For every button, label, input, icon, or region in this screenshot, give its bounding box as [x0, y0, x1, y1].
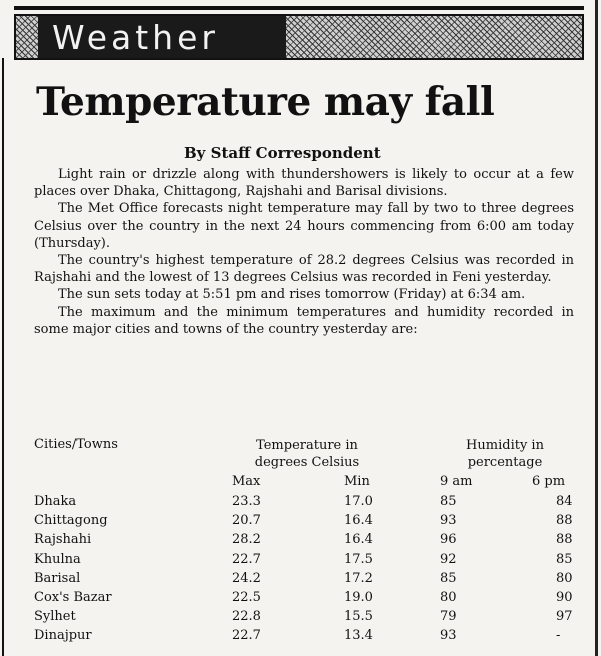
header-temperature-line1: Temperature in [256, 438, 358, 453]
article-body [34, 166, 574, 338]
cell-humidity-9am: 92 [440, 551, 457, 567]
cell-humidity-6pm: 80 [556, 570, 573, 586]
header-humidity-line1: Humidity in [466, 438, 544, 453]
cell-humidity-9am: 79 [440, 609, 457, 625]
cell-humidity-6pm: 97 [556, 609, 573, 625]
headline: Temperature may fall [36, 79, 495, 125]
cell-min: 17.0 [344, 494, 373, 509]
subheader-6pm: 6 pm [532, 474, 566, 489]
cell-humidity-9am: 93 [440, 513, 457, 529]
cell-min: 16.4 [344, 513, 373, 529]
cell-min: 15.5 [344, 609, 373, 625]
cell-city: Dhaka [34, 494, 77, 509]
cell-city: Barisal [34, 570, 81, 586]
cell-humidity-9am: 85 [440, 494, 457, 509]
banner-hatch-right [286, 16, 582, 58]
cell-min: 16.4 [344, 532, 373, 548]
section-label: Weather [52, 18, 219, 57]
cell-min: 17.2 [344, 570, 373, 586]
paragraph: The country's highest temperature of 28.2 degrees Celsius was recorded in Rajshahi and the lowest of 13 degrees Celsius was recorded in Feni yesterday. [34, 253, 574, 286]
cell-humidity-6pm: 85 [556, 551, 573, 567]
cell-max: 28.2 [232, 532, 261, 548]
cell-city: Khulna [34, 551, 81, 567]
cell-humidity-6pm: 88 [556, 513, 573, 529]
paragraph: Light rain or drizzle along with thundershowers is likely to occur at a few places over Dhaka, Chittagong, Rajshahi and Barisal divisions. [34, 167, 574, 200]
cell-city: Chittagong [34, 513, 108, 529]
cell-max: 22.8 [232, 609, 261, 625]
cell-humidity-9am: 80 [440, 590, 457, 605]
cell-max: 22.5 [232, 590, 261, 605]
cell-humidity-6pm: 84 [556, 494, 573, 509]
cell-max: 22.7 [232, 628, 261, 644]
byline: By Staff Correspondent [184, 144, 381, 162]
header-humidity-line2: percentage [467, 455, 543, 470]
banner-hatch-left [16, 16, 38, 58]
cell-city: Dinajpur [34, 628, 92, 644]
cell-humidity-9am: 93 [440, 628, 457, 644]
paragraph: The sun sets today at 5:51 pm and rises tomorrow (Friday) at 6:34 am. [58, 287, 526, 303]
cell-humidity-6pm: 88 [556, 532, 573, 548]
cell-min: 13.4 [344, 628, 373, 644]
cell-max: 23.3 [232, 494, 261, 509]
cell-humidity-6pm: 90 [556, 590, 573, 605]
paragraph: The Met Office forecasts night temperature may fall by two to three degrees Celsius over the country in the next 24 hours commencing from 6:00 am today (Thursday). [34, 201, 574, 251]
cell-city: Cox's Bazar [34, 590, 112, 605]
subheader-max: Max [232, 474, 261, 489]
subheader-9am: 9 am [440, 474, 473, 489]
cell-max: 20.7 [232, 513, 261, 529]
section-banner [14, 14, 584, 60]
cell-max: 24.2 [232, 570, 261, 586]
header-temperature-line2: degrees Celsius [254, 455, 360, 470]
subheader-min: Min [344, 474, 370, 489]
cell-min: 19.0 [344, 590, 373, 605]
cell-humidity-6pm: - [556, 628, 561, 644]
left-border [2, 58, 4, 656]
cell-humidity-9am: 85 [440, 570, 457, 586]
top-rule [14, 6, 584, 10]
paragraph: The maximum and the minimum temperatures and humidity recorded in some major cities and towns of the country yesterday are: [34, 304, 574, 337]
right-border [595, 0, 598, 656]
cell-min: 17.5 [344, 551, 373, 567]
cell-city: Sylhet [34, 609, 76, 625]
cell-city: Rajshahi [34, 532, 92, 548]
cell-humidity-9am: 96 [440, 532, 457, 548]
cell-max: 22.7 [232, 551, 261, 567]
header-cities: Cities/Towns [34, 437, 118, 452]
